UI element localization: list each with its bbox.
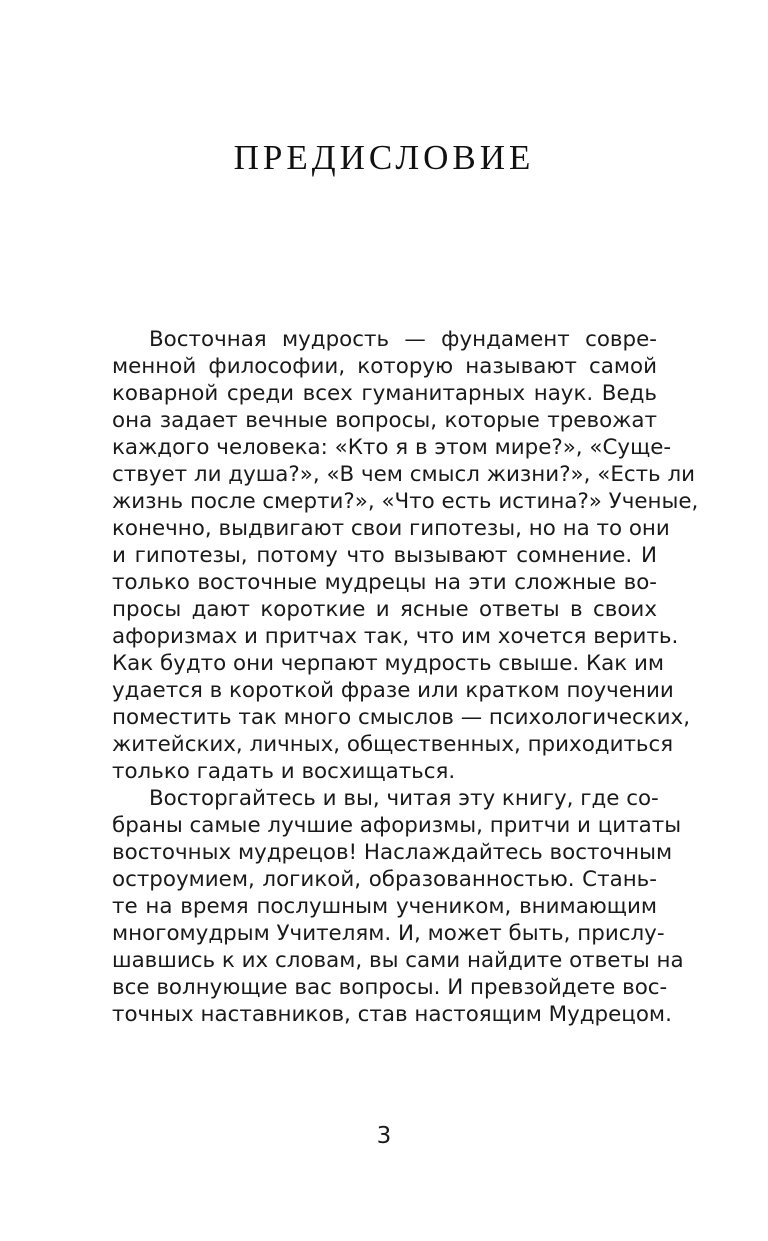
text-line: жизнь после смерти?», «Что есть истина?» Ученые,	[112, 489, 699, 514]
text-line: браны самые лучшие афоризмы, притчи и цитаты	[112, 813, 682, 838]
text-line: и гипотезы, потому что вызывают сомнение. И	[112, 543, 657, 568]
text-line: Восточная мудрость — фундамент совре-	[149, 327, 657, 352]
text-line: только гадать и восхищаться.	[112, 759, 456, 784]
text-line: только восточные мудрецы на эти сложные во-	[112, 570, 657, 595]
text-line: удается в короткой фразе или кратком поучении	[112, 678, 674, 703]
text-line: шавшись к их словам, вы сами найдите ответы на	[112, 948, 684, 973]
body-text	[112, 326, 699, 1028]
text-line: менной философии, которую называют самой	[112, 354, 657, 379]
text-line: Восторгайтесь и вы, читая эту книгу, где со-	[149, 786, 659, 811]
text-line: восточных мудрецов! Наслаждайтесь восточным	[112, 840, 673, 865]
paragraph-2	[112, 785, 684, 1028]
text-line: коварной среди всех гуманитарных наук. Ведь	[112, 381, 657, 406]
text-line: каждого человека: «Кто я в этом мире?», «Суще-	[112, 435, 672, 460]
text-line: конечно, выдвигают свои гипотезы, но на то они	[112, 516, 670, 541]
text-line: поместить так много смыслов — психологических,	[112, 705, 691, 730]
text-line: остроумием, логикой, образованностью. Стань-	[112, 867, 657, 892]
text-line: многомудрым Учителям. И, может быть, прислу-	[112, 921, 665, 946]
text-line: ствует ли душа?», «В чем смысл жизни?», «Есть ли	[112, 462, 696, 487]
text-line: просы дают короткие и ясные ответы в своих	[112, 597, 657, 622]
page-number: 3	[376, 1123, 392, 1149]
page-heading: ПРЕДИСЛОВИЕ	[233, 138, 535, 177]
text-line: точных наставников, став настоящим Мудрецом.	[112, 1002, 672, 1027]
text-line: она задает вечные вопросы, которые тревожат	[112, 408, 657, 433]
text-line: те на время послушным учеником, внимающим	[112, 894, 657, 919]
text-line: все волнующие вас вопросы. И превзойдете вос-	[112, 975, 668, 1000]
text-line: Как будто они черпают мудрость свыше. Как им	[112, 651, 665, 676]
text-line: афоризмах и притчах так, что им хочется верить.	[112, 624, 679, 649]
text-line: житейских, личных, общественных, приходиться	[112, 732, 674, 757]
paragraph-1	[112, 326, 699, 785]
